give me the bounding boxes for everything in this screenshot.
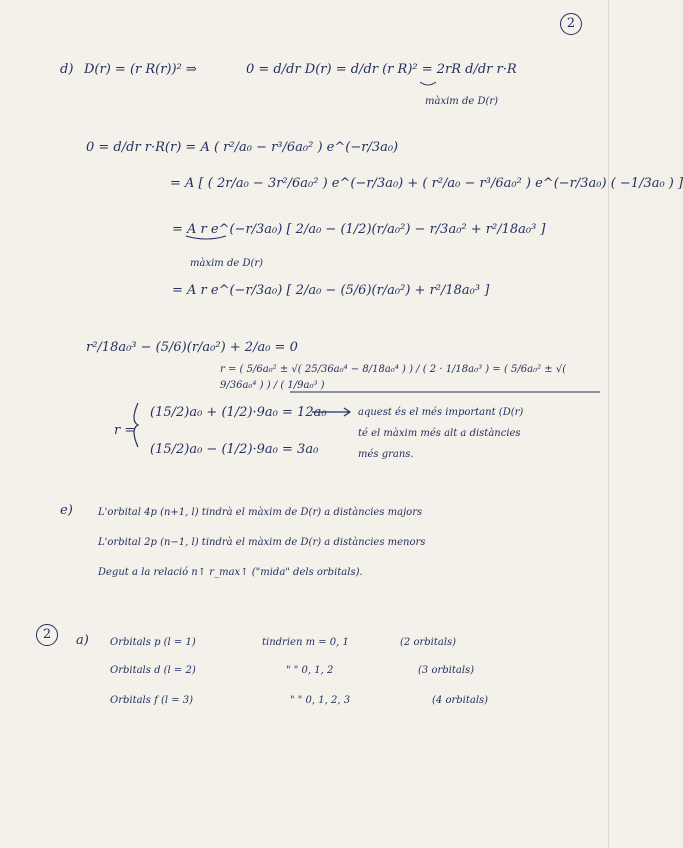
page-number: 2 — [566, 16, 576, 31]
orbital-row-name: Orbitals d (l = 2) — [110, 665, 196, 676]
quadratic-roots: r = ( 5/6a₀² ± √( 25/36a₀⁴ − 8/18a₀⁴ ) ) / ( 2 · 1/18a₀³ ) = ( 5/6a₀² ± √( 9/36a₀⁴ ) ) / ( 1/9a₀³ ) — [220, 364, 567, 391]
brace-stroke — [134, 403, 138, 447]
part-d-line1: D(r) = (r R(r))² ⇒ — [84, 62, 197, 77]
section-2-number: 2 — [42, 627, 52, 642]
part-e-line1: L'orbital 4p (n+1, l) tindrà el màxim de D(r) a distàncies majors — [98, 507, 423, 518]
comment-2: té el màxim més alt a distàncies — [358, 428, 521, 439]
solution-2: (15/2)a₀ − (1/2)·9a₀ = 3a₀ — [150, 442, 319, 457]
arrow-stroke — [312, 408, 350, 416]
orbital-row-count: (2 orbitals) — [400, 637, 457, 648]
note-max: màxim de D(r) — [425, 96, 499, 107]
note-max-2: màxim de D(r) — [190, 258, 264, 269]
quadratic-equation: r²/18a₀³ − (5/6)(r/a₀²) + 2/a₀ = 0 — [86, 340, 298, 355]
comment-3: més grans. — [358, 449, 414, 460]
orbital-row-m: " " 0, 1, 2 — [286, 665, 334, 676]
r-equals: r = — [114, 423, 136, 438]
step-1: 0 = d/dr r·R(r) = A ( r²/a₀ − r³/6a₀² ) e^(−r/3a₀) — [86, 140, 399, 155]
part-e-line2: L'orbital 2p (n−1, l) tindrà el màxim de D(r) a distàncies menors — [98, 537, 426, 548]
orbital-row-name: Orbitals f (l = 3) — [110, 695, 194, 706]
part-d-label: d) — [60, 62, 74, 77]
underbrace-stroke — [186, 236, 226, 239]
comment-1: aquest és el més important (D(r) — [358, 407, 524, 418]
orbital-row-m: " " 0, 1, 2, 3 — [290, 695, 351, 706]
part-e-label: e) — [60, 503, 73, 518]
part-d-line1b: 0 = d/dr D(r) = d/dr (r R)² = 2rR d/dr r·R — [246, 62, 517, 77]
orbital-row-count: (4 orbitals) — [432, 695, 489, 706]
section-2-label: a) — [76, 633, 89, 648]
orbital-row-m: tindrien m = 0, 1 — [262, 637, 349, 648]
solution-1: (15/2)a₀ + (1/2)·9a₀ = 12a₀ — [150, 405, 327, 420]
part-e-line3: Degut a la relació n↑ r_max↑ ("mida" dels orbitals). — [98, 567, 363, 578]
step-3: = A r e^(−r/3a₀) [ 2/a₀ − (1/2)(r/a₀²) − r/3a₀² + r²/18a₀³ ] — [172, 222, 546, 237]
underbrace-stroke — [420, 82, 436, 85]
step-4: = A r e^(−r/3a₀) [ 2/a₀ − (5/6)(r/a₀²) + r²/18a₀³ ] — [172, 283, 490, 298]
step-2: = A [ ( 2r/a₀ − 3r²/6a₀² ) e^(−r/3a₀) + ( r²/a₀ − r³/6a₀² ) e^(−r/3a₀) ( −1/3a₀ ) ] — [170, 176, 683, 191]
orbital-row-name: Orbitals p (l = 1) — [110, 637, 196, 648]
orbital-row-count: (3 orbitals) — [418, 665, 475, 676]
